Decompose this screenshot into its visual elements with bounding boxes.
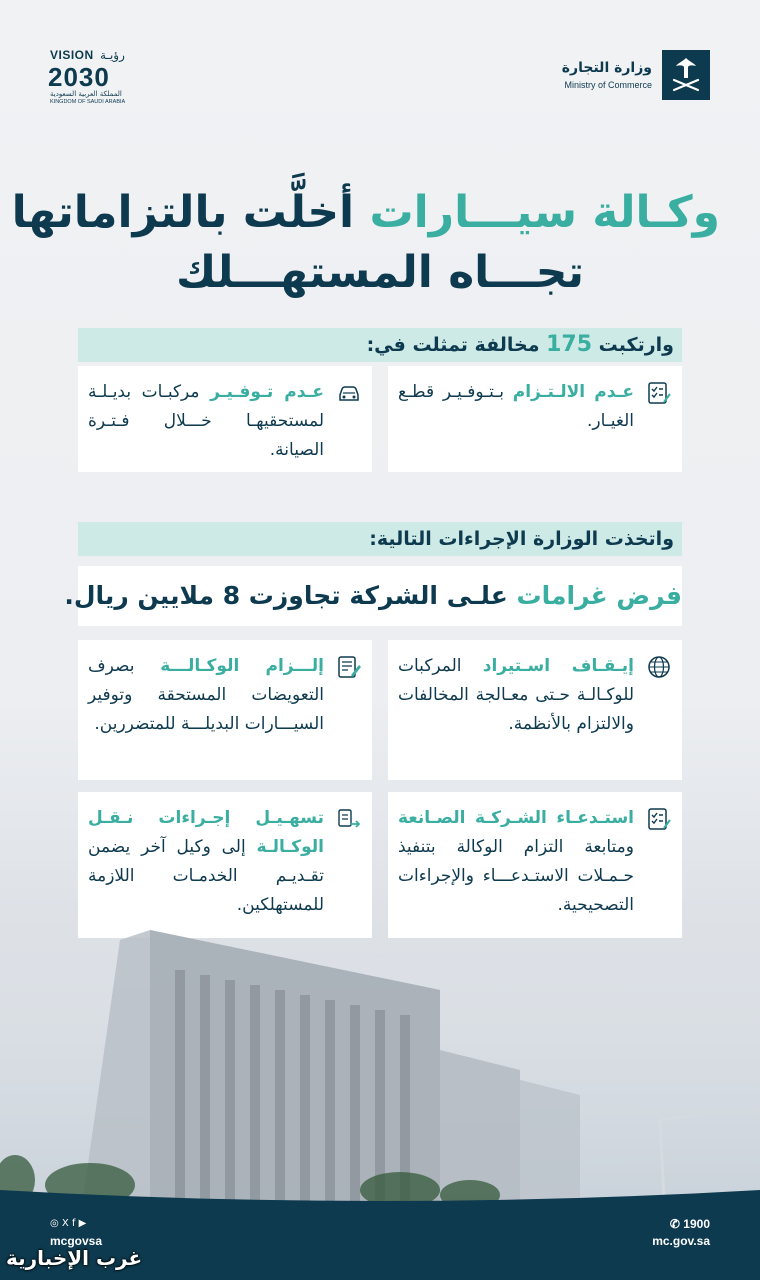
action-compensation-highlight: إلـــزام الوكـالـــة bbox=[160, 656, 325, 676]
checklist-icon bbox=[646, 380, 672, 406]
actions-header bbox=[78, 522, 682, 556]
vision-country-ar: المملكة العربية السعودية bbox=[50, 90, 122, 98]
violation-card-replacement-text: مركبـات بديـلـة لمستحقيهـا خـــلال فـتـرة الصيانة. bbox=[88, 382, 324, 460]
vision-word: VISION bbox=[50, 48, 94, 62]
action-card-import-suspension bbox=[388, 640, 682, 780]
action-card-transfer bbox=[78, 792, 372, 938]
title-line-1 bbox=[11, 185, 720, 241]
title-line-1-part-2: أخلَّت بالتزاماتها bbox=[11, 187, 355, 238]
violation-card-replacement-vehicles bbox=[78, 366, 372, 472]
ministry-building-illustration bbox=[0, 930, 760, 1220]
violation-card-spare-parts-text: بـتـوفـيـر قطـع الغيـار. bbox=[398, 382, 634, 431]
news-watermark: غرب الإخبارية bbox=[6, 1246, 143, 1270]
vision-2030-logo bbox=[48, 48, 158, 108]
vision-country-en: KINGDOM OF SAUDI ARABIA bbox=[50, 99, 126, 105]
violations-count: 175 bbox=[546, 332, 593, 357]
title-line-1-part-1: وكـالة سيـــارات bbox=[369, 187, 720, 238]
fine-banner-highlight: فرض غرامات bbox=[516, 581, 682, 610]
title-line-2: تجـــاه المستهـــلك bbox=[175, 247, 585, 298]
fine-banner bbox=[64, 566, 682, 626]
action-card-compensation bbox=[78, 640, 372, 780]
fine-banner-text: علـى الشركة تجاوزت 8 ملايين ريال. bbox=[64, 581, 508, 610]
transfer-icon bbox=[336, 806, 362, 832]
checklist-icon bbox=[646, 806, 672, 832]
social-media-icons[interactable]: ◎ X f ▶ bbox=[50, 1218, 87, 1229]
violations-prefix: وارتكبت bbox=[598, 334, 674, 356]
action-recall-highlight: استـدعـاء الشـركـة الصـانعة bbox=[398, 808, 634, 828]
footer-phone[interactable]: ✆ 1900 bbox=[669, 1217, 710, 1231]
violations-header bbox=[78, 328, 682, 362]
action-transfer-highlight: تسهـيـل إجـراءات نـقـل الوكـالـة bbox=[88, 808, 324, 857]
ministry-name-ar: وزارة التجارة bbox=[561, 60, 652, 76]
action-import-text: المركبات للوكـالـة حـتى معـالجة المخالفات والالتزام بالأنظمة. bbox=[398, 656, 634, 734]
globe-icon bbox=[646, 654, 672, 680]
page-title bbox=[11, 185, 720, 301]
action-compensation-text: بصرف التعويضات المستحقة وتوفير السيـــارات البديلـــة للمتضررين. bbox=[88, 656, 324, 734]
violation-card-replacement-highlight: عـدم تـوفـيـر bbox=[210, 382, 324, 402]
actions-header-text: واتخذت الوزارة الإجراءات التالية: bbox=[369, 528, 674, 550]
vision-year: 2030 bbox=[48, 62, 110, 92]
action-card-recall bbox=[388, 792, 682, 938]
saudi-emblem-icon bbox=[662, 50, 710, 100]
phone-icon: ✆ bbox=[669, 1217, 684, 1231]
violation-card-spare-parts bbox=[388, 366, 682, 472]
document-edit-icon bbox=[336, 654, 362, 680]
footer-website-link[interactable]: mc.gov.sa bbox=[652, 1234, 710, 1248]
footer-social-handle[interactable]: mcgovsa bbox=[50, 1234, 103, 1248]
action-import-highlight: إيـقـاف اسـتيراد bbox=[482, 656, 635, 676]
ministry-name-en: Ministry of Commerce bbox=[564, 80, 652, 90]
action-transfer-text: إلى وكيل آخر يضمن تقـديـم الخدمـات اللازمة للمستهلكين. bbox=[88, 837, 324, 915]
violations-suffix: مخالفة تمثلت في: bbox=[366, 334, 540, 356]
car-icon bbox=[336, 380, 362, 406]
vision-word-ar: رؤيـة bbox=[100, 48, 125, 62]
ministry-logo bbox=[520, 50, 710, 104]
action-recall-text: ومتابعة التزام الوكالة بتنفيذ حـمـلات الاستـدعـــاء والإجراءات التصحيحية. bbox=[398, 837, 634, 915]
violation-card-spare-parts-highlight: عـدم الالـتـزام bbox=[512, 382, 634, 402]
